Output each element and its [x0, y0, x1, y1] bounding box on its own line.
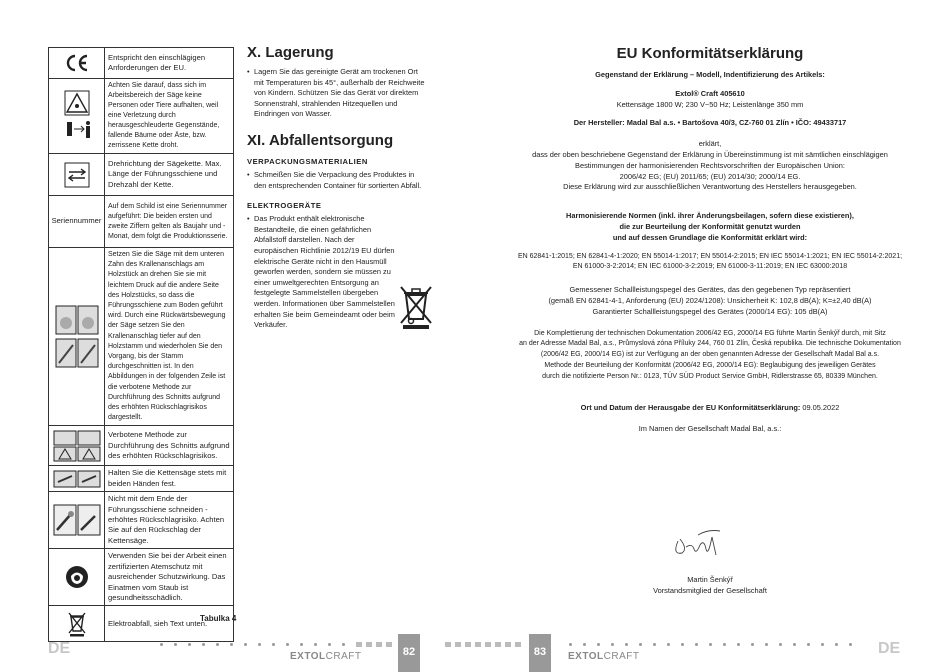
footer-dots-left — [160, 643, 390, 649]
respirator-icon — [49, 549, 105, 606]
serial-number-label: Seriennummer — [49, 196, 105, 248]
documentation-line: an der Adresse Madal Bal, a.s., Průmyslová zóna Příluky 244, 760 01 Zlín, Česká republika. Die technische Dokumentation — [519, 340, 901, 348]
symbol-table — [48, 47, 237, 642]
logo-bold: EXTOL — [568, 651, 604, 662]
storage-text: • Lagern Sie das gereinigte Gerät am trockenen Ort mit Temperaturen bis 45°, außerhalb der Reichweite von Kindern. Schützen Sie das Gerät vor direktem Sonnenstrahl, strahlenden Hitzequellen und Eindringen von Wasser. — [247, 67, 425, 120]
manufacturer: Der Hersteller: Madal Bal a.s. • Bartošova 40/3, CZ-760 01 Zlín • IČO: 49433717 — [573, 118, 847, 128]
table-row — [49, 426, 234, 466]
electro-text: • Das Produkt enthält elektronische Bestandteile, die einen gefährlichen Abfallstoff darstellen. Nach der europäischen Richtlinie 2012/19 EU dürfen elektrische Geräte nicht in den Hausmüll geworfen werden, sondern sie müssen zu einer umweltgerechten Entsorgung an festgelegte Sammelstellen übergeben werden. Informationen über Sammelstellen erhalten Sie beim Gemeindeamt oder beim Verkäufer. — [247, 214, 396, 331]
distance-warning-icon — [49, 79, 105, 154]
declares-line: dass der oben beschriebene Gegenstand der Erklärung in Übereinstimmung ist mit sämtlichen einschlägigen — [532, 149, 888, 159]
table-cell-text: Halten Sie die Kettensäge stets mit beiden Händen fest. — [105, 466, 234, 492]
table-caption: Tabulka 4 — [200, 614, 237, 623]
declaration-title: EU Konformitätserklärung — [616, 45, 804, 62]
table-cell-text: Setzen Sie die Säge mit dem unteren Zahn des Krallenanschlags am Holzstück an drehen Sie sie mit leichtem Druck auf die andere Seite des Holzstücks, so dass die Führungsschiene zum Boden geführt wird. Durch eine Rückwärtsbewegung der Säge setzen Sie den Krallenanschlag tiefer auf den Holzstamm und wiederholen Sie den Vorgang, bis der Stamm durchgeschnitten ist. In den Abbildungen in der folgenden Zeile ist die verbotene Methode zur Durchführung des Schnitts aufgrund des erhöhten Rückschlagrisikos dargestellt. — [105, 248, 234, 426]
two-hands-icon — [49, 466, 105, 492]
forbidden-cutting-icon — [49, 426, 105, 466]
packaging-text: • Schmeißen Sie die Verpackung des Produktes in den entsprechenden Container für sortierten Abfall. — [247, 170, 425, 191]
norms-title: die zur Beurteilung der Konformität genutzt wurden — [619, 221, 801, 231]
table-row — [49, 606, 234, 642]
page-number-left: 82 — [398, 634, 420, 672]
kickback-icon — [49, 492, 105, 549]
page-number-right: 83 — [529, 634, 551, 672]
documentation-line: durch die notifizierte Person Nr.: 0123, TÜV SÜD Product Service GmbH, Ridlerstrasse 65, 80339 München. — [542, 372, 878, 380]
table-row — [49, 196, 234, 248]
signer-block — [600, 574, 820, 596]
on-behalf: Im Namen der Gesellschaft Madal Bal, a.s.: — [638, 424, 782, 434]
table-cell-text: Drehrichtung der Sägekette. Max. Länge der Führungsschiene und Drehzahl der Kette. — [105, 154, 234, 196]
footer-dots-right — [445, 643, 865, 649]
table-cell-text: Verbotene Methode zur Durchführung des Schnitts aufgrund des erhöhten Rückschlagrisikos. — [105, 426, 234, 466]
declares-line: Diese Erklärung wird zur ausschließlichen Verantwortung des Herstellers herausgegeben. — [563, 182, 857, 192]
table-cell-text: Entspricht den einschlägigen Anforderungen der EU. — [105, 48, 234, 79]
table-row — [49, 154, 234, 196]
logo-light: CRAFT — [603, 651, 640, 662]
table-cell-text: Achten Sie darauf, dass sich im Arbeitsbereich der Säge keine Personen oder Tiere aufhalten, weil eine Verletzung durch herausgeschleuderte Gegenstände, fallende Bäume oder Äste, bzw. zerrissene Kette droht. — [105, 79, 234, 154]
table-row — [49, 48, 234, 79]
cutting-method-icon — [49, 248, 105, 426]
chain-direction-icon — [49, 154, 105, 196]
ce-mark-icon — [49, 48, 105, 79]
brand-logo-left — [290, 651, 362, 662]
product-spec: Kettensäge 1800 W; 230 V~50 Hz; Leistenlänge 350 mm — [616, 99, 804, 109]
declares-line: Bestimmungen der harmonisierenden Rechtsvorschriften der Europäischen Union: — [575, 160, 845, 170]
signature — [668, 525, 728, 570]
declaration-subject: Gegenstand der Erklärung – Modell, Indentifizierung des Artikels: — [595, 70, 825, 79]
electro-title: ELEKTROGERÄTE — [247, 201, 322, 211]
product-name: Extol® Craft 405610 — [675, 88, 745, 98]
logo-bold: EXTOL — [290, 651, 326, 662]
table-row — [49, 248, 234, 426]
place-date-value: 09.05.2022 — [802, 402, 840, 412]
table-row — [49, 466, 234, 492]
language-label-left: DE — [48, 640, 71, 657]
storage-heading: X. Lagerung — [247, 44, 334, 61]
table-cell-text: Nicht mit dem Ende der Führungsschiene schneiden - erhöhtes Rückschlagrisiko. Achten Sie auf den Rückschlag der Kettensäge. — [105, 492, 234, 549]
table-row — [49, 549, 234, 606]
disposal-heading: XI. Abfallentsorgung — [247, 131, 394, 149]
language-label-right: DE — [878, 640, 901, 657]
noise-line: Gemessener Schallleistungspegel des Gerätes, das den gegebenen Typ repräsentiert — [569, 285, 851, 295]
documentation-line: (2006/42 EG, 2000/14 EG) ist zur Verfügung an der oben genannten Adresse der Gesellschaft Madal Bal a.s. — [540, 351, 880, 359]
documentation-line: Die Komplettierung der technischen Dokumentation 2006/42 EG, 2000/14 EG führte Martin Šenkýř durch, mit Sitz — [534, 329, 886, 337]
logo-light: CRAFT — [325, 651, 362, 662]
place-date — [505, 403, 915, 414]
signer-role: Vorstandsmitglied der Gesellschaft — [653, 586, 767, 595]
table-cell-text: Auf dem Schild ist eine Seriennummer aufgeführt: Die beiden ersten und zweite Ziffern gelten als Baujahr und -Monat, dem folgt die Produktionsserie. — [105, 196, 234, 248]
documentation-line: Methode der Beurteilung der Konformität (2006/42 EG, 2000/14 EG): Beglaubigung des jeweiligen Gerätes — [544, 361, 876, 369]
table-row — [49, 79, 234, 154]
packaging-title: VERPACKUNGSMATERIALIEN — [247, 156, 368, 166]
brand-logo-right — [568, 651, 640, 662]
signer-name: Martin Šenkýř — [687, 575, 733, 584]
norms-line: EN 61000-3-2:2014; EN IEC 61000-3-2:2019; EN 61000-3-11:2019; EN IEC 63000:2018 — [572, 263, 848, 271]
weee-bin-icon — [398, 284, 434, 335]
norms-line: EN 62841-1:2015; EN 62841-4-1:2020; EN 55014-1:2017; EN 55014-2:2015; EN IEC 55014-1:2021; EN IEC 55014-2:2021; — [517, 252, 903, 260]
eu-declaration — [505, 44, 915, 435]
place-date-label: Ort und Datum der Herausgabe der EU Konformitätserklärung: — [580, 402, 801, 412]
weee-bin-icon — [49, 606, 105, 642]
noise-line: (gemäß EN 62841-4-1, Anforderung (EU) 2024/1208): Unsicherheit K: 102,8 dB(A); K=±2,40 dB(A) — [548, 295, 872, 305]
table-cell-text: Elektroabfall, sieh Text unten. — [105, 606, 234, 642]
declares-line: 2006/42 EG; (EU) 2011/65; (EU) 2014/30; 2000/14 EG. — [619, 171, 801, 181]
declares-line: erklärt, — [698, 139, 722, 149]
table-row — [49, 492, 234, 549]
norms-title: Harmonisierende Normen (inkl. ihrer Änderungsbeilagen, sofern diese existieren), — [566, 211, 854, 221]
table-cell-text: Verwenden Sie bei der Arbeit einen zertifizierten Atemschutz mit ausreichender Schutzwirkung. Das Einatmen vom Staub ist gesundheitsschädlich. — [105, 549, 234, 606]
noise-line: Garantierter Schallleistungspegel des Gerätes (2000/14 EG): 105 dB(A) — [592, 306, 828, 316]
norms-title: und auf dessen Grundlage die Konformität erklärt wird: — [612, 232, 808, 242]
